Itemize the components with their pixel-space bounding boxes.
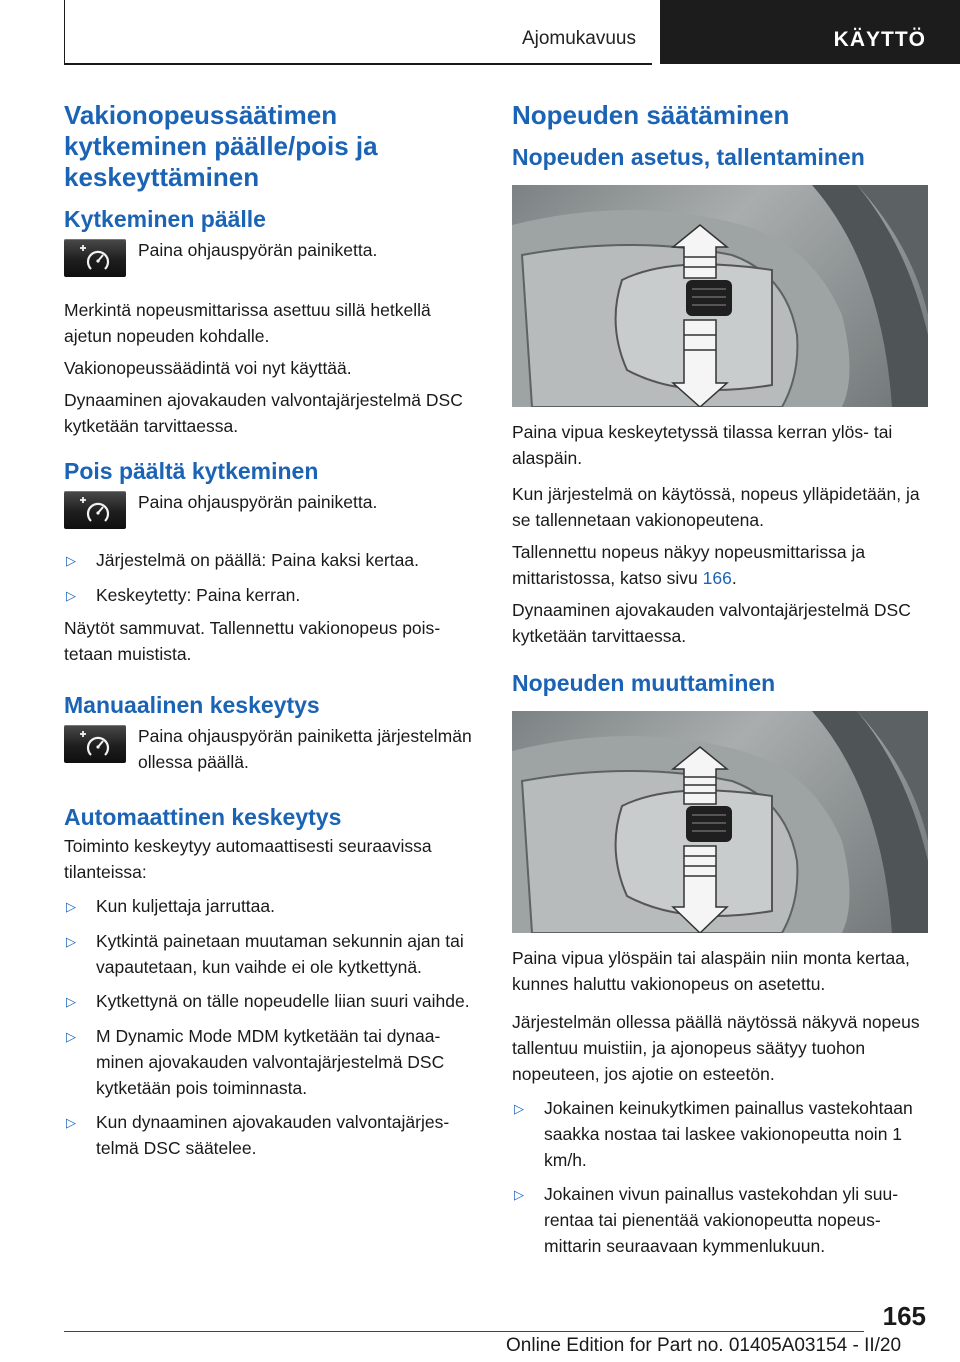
main-heading-left: Vakionopeussäätimen kytkeminen päälle/pois ja keskeyttäminen bbox=[64, 100, 378, 192]
heading-auto-pause: Automaattinen keskeytys bbox=[64, 804, 342, 830]
page-link[interactable]: 166 bbox=[702, 568, 732, 588]
list-item bbox=[64, 928, 474, 980]
button-instruction-on bbox=[64, 237, 474, 277]
cruise-control-button-icon bbox=[64, 239, 126, 277]
paragraph: Näytöt sammuvat. Tallennettu vakionopeus poistetaan muistista. bbox=[64, 618, 441, 664]
bullet-triangle-icon: ▷ bbox=[66, 934, 76, 949]
bullet-triangle-icon: ▷ bbox=[66, 1029, 76, 1044]
header-divider bbox=[64, 0, 65, 64]
paragraph: Dynaaminen ajovakauden valvontajärjestelmä DSC kytketään tarvittaessa. bbox=[512, 600, 911, 646]
paragraph: Paina vipua ylöspäin tai alaspäin niin monta kertaa, kunnes haluttu vakionopeus on asetettu. bbox=[512, 948, 910, 994]
header-rule bbox=[64, 63, 652, 65]
chapter-title: KÄYTTÖ bbox=[833, 28, 926, 51]
bullet-triangle-icon: ▷ bbox=[66, 1115, 76, 1130]
paragraph-text: Tallennettu nopeus näkyy nopeusmittarissa ja mittaristossa, katso sivu bbox=[512, 542, 866, 588]
bullet-triangle-icon: ▷ bbox=[514, 1187, 524, 1202]
button-instruction-pause bbox=[64, 723, 474, 775]
paragraph-text: . bbox=[731, 568, 737, 588]
heading-manual-pause: Manuaalinen keskeytys bbox=[64, 692, 320, 718]
steering-wheel-lever-image bbox=[512, 185, 928, 407]
paragraph: Merkintä nopeusmittarissa asettuu sillä hetkellä ajetun nopeuden kohdalle. bbox=[64, 300, 431, 346]
list-item-text: M Dynamic Mode MDM kytketään tai dynaaminen ajovakauden valvontajärjestelmä DSC kytketään pois toiminnasta. bbox=[96, 1026, 445, 1098]
footer-rule bbox=[64, 1331, 864, 1332]
heading-set-store: Nopeuden asetus, tallentaminen bbox=[512, 144, 865, 170]
paragraph: Toiminto keskeytyy automaattisesti seuraavissa tilanteissa: bbox=[64, 836, 432, 882]
chapter-tab bbox=[660, 0, 960, 64]
cruise-control-button-icon bbox=[64, 491, 126, 529]
left-column bbox=[64, 100, 474, 1161]
bullet-triangle-icon: ▷ bbox=[66, 994, 76, 1009]
list-item-text: Järjestelmä on päällä: Paina kaksi kertaa. bbox=[96, 550, 419, 570]
list-item bbox=[64, 1109, 474, 1161]
footer-edition bbox=[506, 1335, 901, 1357]
list-item-text: Kun kuljettaja jarruttaa. bbox=[96, 896, 275, 916]
list-item-text: Jokainen vivun painallus vastekohdan yli suurentaa tai pienentää vakionopeutta nopeusmittarin seuraavaan kymmenlukuun. bbox=[544, 1184, 899, 1256]
list-item-text: Keskeytetty: Paina kerran. bbox=[96, 585, 301, 605]
bullet-triangle-icon: ▷ bbox=[66, 553, 76, 568]
heading-switch-off: Pois päältä kytkeminen bbox=[64, 458, 319, 484]
edition-text: Online Edition for Part no. 01405A03154 - II/20 bbox=[506, 1335, 902, 1356]
page-number: 165 bbox=[882, 1301, 926, 1331]
list-item bbox=[512, 1095, 928, 1173]
main-heading-right: Nopeuden säätäminen bbox=[512, 100, 790, 130]
list-item bbox=[64, 547, 474, 574]
section-title: Ajomukavuus bbox=[521, 28, 636, 49]
cruise-control-button-icon bbox=[64, 725, 126, 763]
button-instruction-off bbox=[64, 489, 474, 529]
bullet-triangle-icon: ▷ bbox=[66, 899, 76, 914]
paragraph: Dynaaminen ajovakauden valvontajärjestelmä DSC kytketään tarvittaessa. bbox=[64, 390, 463, 436]
steering-wheel-lever-image bbox=[512, 711, 928, 933]
paragraph bbox=[512, 539, 928, 591]
heading-switch-on: Kytkeminen päälle bbox=[64, 206, 266, 232]
list-item bbox=[64, 893, 474, 920]
list-item-text: Kytkintä painetaan muutaman sekunnin ajan tai vapautetaan, kun vaihde ei ole kytkettynä. bbox=[96, 931, 464, 977]
list-item bbox=[64, 1023, 474, 1101]
button-text-on: Paina ohjauspyörän painiketta. bbox=[138, 240, 378, 260]
paragraph: Kun järjestelmä on käytössä, nopeus ylläpidetään, ja se tallennetaan vakionopeutena. bbox=[512, 484, 920, 530]
list-item-text: Kytkettynä on tälle nopeudelle liian suuri vaihde. bbox=[96, 991, 470, 1011]
list-item-text: Kun dynaaminen ajovakauden valvontajärjestelmä DSC säätelee. bbox=[96, 1112, 450, 1158]
list-item bbox=[64, 582, 474, 609]
list-item-text: Jokainen keinukytkimen painallus vastekohtaan saakka nostaa tai laskee vakionopeutta noin 1 km/h. bbox=[544, 1098, 913, 1170]
bullet-triangle-icon: ▷ bbox=[514, 1101, 524, 1116]
right-column bbox=[512, 100, 928, 1259]
heading-change-speed: Nopeuden muuttaminen bbox=[512, 670, 776, 696]
button-text-pause: Paina ohjauspyörän painiketta järjestelmän ollessa päällä. bbox=[138, 726, 472, 772]
paragraph: Vakionopeussäädintä voi nyt käyttää. bbox=[64, 358, 352, 378]
bullet-triangle-icon: ▷ bbox=[66, 588, 76, 603]
button-text-off: Paina ohjauspyörän painiketta. bbox=[138, 492, 378, 512]
list-item bbox=[64, 988, 474, 1015]
paragraph: Paina vipua keskeytetyssä tilassa kerran ylös- tai alaspäin. bbox=[512, 422, 893, 468]
paragraph: Järjestelmän ollessa päällä näytössä näkyvä nopeus tallentuu muistiin, ja ajonopeus säätyy tuohon nopeuteen, jos ajotie on esteetön. bbox=[512, 1012, 920, 1084]
list-item bbox=[512, 1181, 928, 1259]
